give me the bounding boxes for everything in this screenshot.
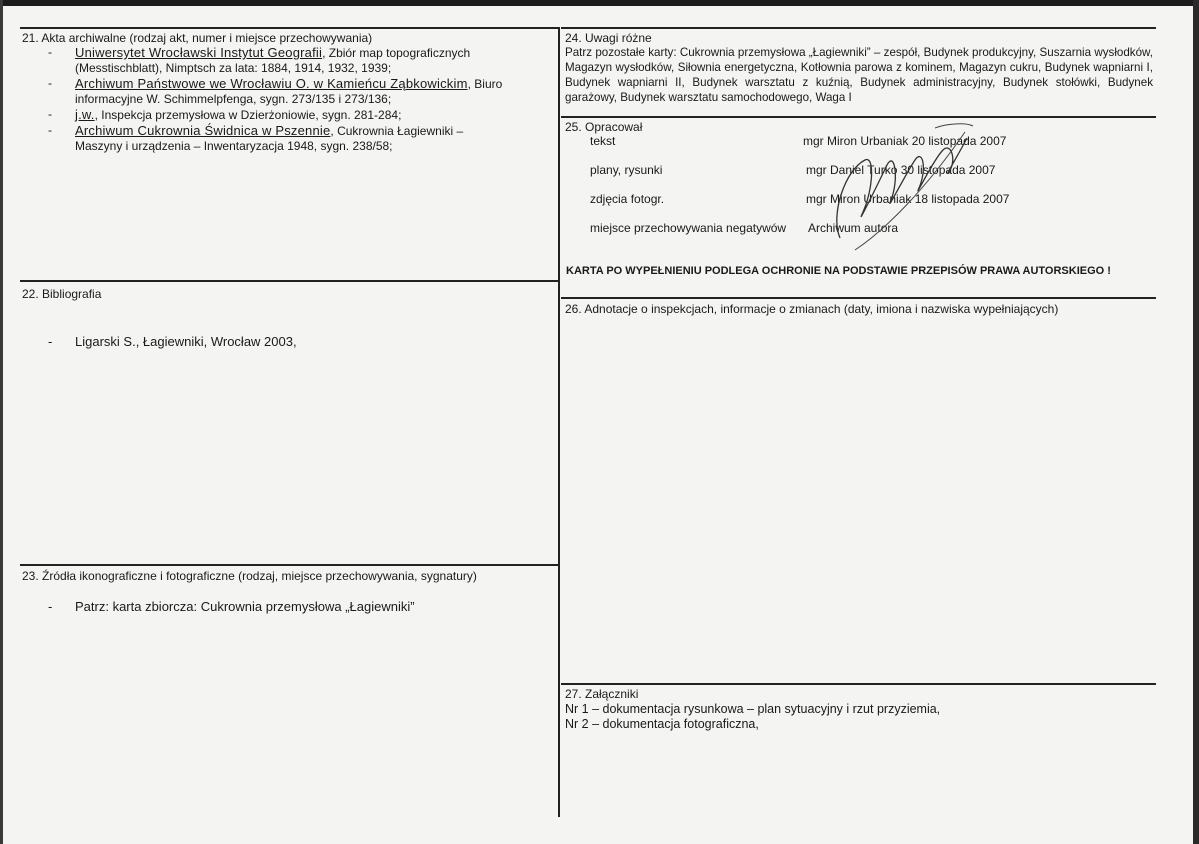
divider-center xyxy=(558,27,560,817)
list-item-text: informacyjne W. Schimmelpfenga, sygn. 273/135 i 273/136; xyxy=(75,92,392,106)
prepared-value-text: mgr Miron Urbaniak 20 listopada 2007 xyxy=(803,134,1007,148)
divider-top-right xyxy=(561,27,1156,29)
list-item xyxy=(22,45,556,76)
prepared-label-negatives: miejsce przechowywania negatywów xyxy=(590,221,787,235)
scan-edge-left xyxy=(0,0,3,844)
section-26-title: 26. Adnotacje o inspekcjach, informacje o zmianach (daty, imiona i nazwiska wypełniających) xyxy=(565,302,1059,316)
section-23-title: 23. Źródła ikonograficzne i fotograficzne (rodzaj, miejsce przechowywania, sygnatury) xyxy=(22,569,477,583)
attachment-item: Nr 2 – dokumentacja fotograficzna, xyxy=(565,717,759,731)
section-23-iconographic-sources xyxy=(22,569,556,614)
list-item-text: , Biuro xyxy=(467,77,503,91)
list-item-text: , Zbiór map topograficznych xyxy=(322,46,471,60)
archive-source-link: j.w. xyxy=(75,107,95,122)
list-dash: - xyxy=(48,123,52,137)
list-item xyxy=(22,107,556,123)
prepared-label-drawings: plany, rysunki xyxy=(590,163,663,177)
archive-source-link: Archiwum Państwowe we Wrocławiu O. w Kamieńcu Ząbkowickim xyxy=(75,76,468,91)
copyright-notice: KARTA PO WYPEŁNIENIU PODLEGA OCHRONIE NA PODSTAWIE PRZEPISÓW PRAWA AUTORSKIEGO ! xyxy=(566,265,1111,277)
section-25-title: 25. Opracował xyxy=(565,120,643,134)
prepared-value-drawings: mgr Daniel Turko 30 listopada 2007 xyxy=(806,163,996,177)
remarks-text: Patrz pozostałe karty: Cukrownia przemysłowa „Łagiewniki” – zespół, Budynek produkcyjny, Suszarnia wysłodków, Magazyn wysłodków, Siłownia energetyczna, Kotłownia parowa z kominem, Magazyn cukru, Budynek wapniarni I, Budynek wapniarni II, Budynek warsztatu z kuźnią, Budynek administracyjny, Budynek stołówki, Budynek garażowy, Budynek warsztatu samochodowego, Waga I xyxy=(565,46,1153,104)
list-item xyxy=(22,334,556,349)
divider-21-22 xyxy=(20,280,559,282)
list-item-text: , Inspekcja przemysłowa w Dzierżoniowie, sygn. 281-284; xyxy=(94,108,402,122)
divider-top-left xyxy=(20,27,559,29)
list-item xyxy=(22,76,556,107)
section-21-archival-records xyxy=(22,31,556,154)
list-item-text: , Cukrownia Łagiewniki – xyxy=(330,124,464,138)
list-dash: - xyxy=(48,334,53,349)
section-27-attachments xyxy=(565,687,1153,732)
prepared-value-negatives: Archiwum autora xyxy=(808,221,899,235)
divider-26-27 xyxy=(561,683,1156,685)
divider-25-26 xyxy=(561,297,1156,299)
divider-24-25 xyxy=(561,116,1156,118)
archive-source-link: Uniwersytet Wrocławski Instytut Geografii xyxy=(75,45,323,60)
section-24-title: 24. Uwagi różne xyxy=(565,31,652,45)
list-item xyxy=(22,599,556,614)
scan-edge-right xyxy=(1193,0,1199,844)
archive-source-link: Archiwum Cukrownia Świdnica w Pszennie xyxy=(75,123,331,138)
list-dash: - xyxy=(48,45,52,59)
list-dash: - xyxy=(48,599,53,614)
handwritten-signature xyxy=(815,120,975,260)
list-item xyxy=(22,123,556,154)
list-item-text: (Messtischblatt), Nimptsch za lata: 1884, 1914, 1932, 1939; xyxy=(75,61,392,75)
list-item-text: Ligarski S., Łagiewniki, Wrocław 2003, xyxy=(75,334,297,349)
list-dash: - xyxy=(48,107,52,121)
prepared-value-photos: mgr Miron Urbaniak 18 listopada 2007 xyxy=(806,192,1010,206)
scan-edge-top xyxy=(0,0,1199,6)
divider-22-23 xyxy=(20,564,559,566)
prepared-label-text: tekst xyxy=(590,134,616,148)
section-21-title: 21. Akta archiwalne (rodzaj akt, numer i miejsce przechowywania) xyxy=(22,31,373,45)
list-item-text: Patrz: karta zbiorcza: Cukrownia przemysłowa „Łagiewniki” xyxy=(75,599,415,614)
attachment-item: Nr 1 – dokumentacja rysunkowa – plan sytuacyjny i rzut przyziemia, xyxy=(565,702,941,716)
section-26-annotations xyxy=(565,302,1153,316)
prepared-label-photos: zdjęcia fotogr. xyxy=(590,192,665,206)
section-22-title: 22. Bibliografia xyxy=(22,287,102,301)
section-24-remarks xyxy=(565,31,1153,105)
section-22-bibliography xyxy=(22,287,556,349)
list-item-text: Maszyny i urządzenia – Inwentaryzacja 1948, sygn. 238/58; xyxy=(75,139,393,153)
list-dash: - xyxy=(48,76,52,90)
section-27-title: 27. Załączniki xyxy=(565,687,639,701)
